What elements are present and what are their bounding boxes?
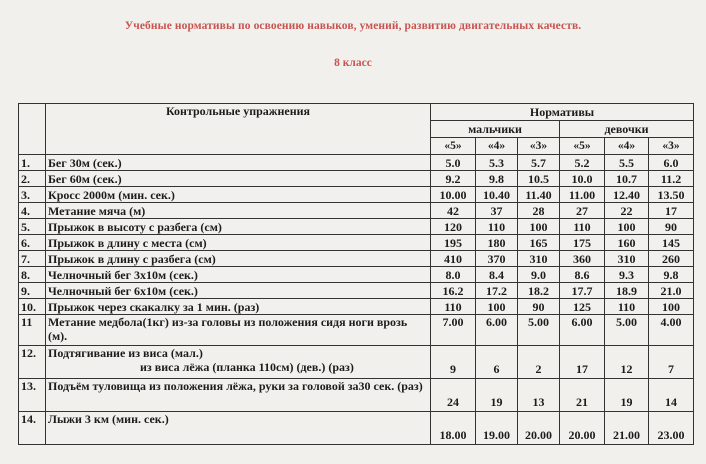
norm-value: 12 bbox=[605, 346, 649, 379]
table-row bbox=[19, 267, 694, 283]
header-exercises: Контрольные упражнения bbox=[46, 104, 431, 155]
header-grade: «3» bbox=[649, 138, 694, 155]
norm-value: 260 bbox=[649, 251, 694, 267]
norm-value: 21.00 bbox=[605, 412, 649, 445]
norm-value: 12.40 bbox=[605, 187, 649, 203]
norm-value: 19 bbox=[476, 379, 518, 412]
norm-value: 6.00 bbox=[560, 315, 605, 346]
norm-value: 19.00 bbox=[476, 412, 518, 445]
exercise-name: Лыжи 3 км (мин. сек.) bbox=[46, 412, 431, 445]
norm-value: 16.2 bbox=[431, 283, 476, 299]
norm-value: 17 bbox=[560, 346, 605, 379]
norm-value: 110 bbox=[476, 219, 518, 235]
header-grade: «4» bbox=[605, 138, 649, 155]
norm-value: 9.0 bbox=[518, 267, 560, 283]
table-row bbox=[19, 235, 694, 251]
norm-value: 90 bbox=[649, 219, 694, 235]
table-row bbox=[19, 203, 694, 219]
norm-value: 11.40 bbox=[518, 187, 560, 203]
norm-value: 2 bbox=[518, 346, 560, 379]
norm-value: 22 bbox=[605, 203, 649, 219]
norm-value: 28 bbox=[518, 203, 560, 219]
norm-value: 10.40 bbox=[476, 187, 518, 203]
norm-value: 19 bbox=[605, 379, 649, 412]
table-row bbox=[19, 283, 694, 299]
norm-value: 7 bbox=[649, 346, 694, 379]
norm-value: 5.00 bbox=[605, 315, 649, 346]
row-number: 9. bbox=[19, 283, 46, 299]
table-row bbox=[19, 219, 694, 235]
norm-value: 145 bbox=[649, 235, 694, 251]
norm-value: 100 bbox=[518, 219, 560, 235]
norm-value: 18.9 bbox=[605, 283, 649, 299]
row-number: 14. bbox=[19, 412, 46, 445]
norm-value: 360 bbox=[560, 251, 605, 267]
norm-value: 42 bbox=[431, 203, 476, 219]
norm-value: 21 bbox=[560, 379, 605, 412]
table-row bbox=[19, 187, 694, 203]
norm-value: 18.00 bbox=[431, 412, 476, 445]
table-row bbox=[19, 155, 694, 171]
norm-value: 100 bbox=[605, 219, 649, 235]
exercise-name: Прыжок в длину с разбега (см) bbox=[46, 251, 431, 267]
norm-value: 4.00 bbox=[649, 315, 694, 346]
norm-value: 13 bbox=[518, 379, 560, 412]
table-row bbox=[19, 346, 694, 379]
table-row bbox=[19, 315, 694, 346]
row-number: 13. bbox=[19, 379, 46, 412]
norm-value: 14 bbox=[649, 379, 694, 412]
table-row bbox=[19, 379, 694, 412]
norm-value: 165 bbox=[518, 235, 560, 251]
exercise-name: Челночный бег 3х10м (сек.) bbox=[46, 267, 431, 283]
exercise-name: Челночный бег 6х10м (сек.) bbox=[46, 283, 431, 299]
norm-value: 13.50 bbox=[649, 187, 694, 203]
norm-value: 110 bbox=[605, 299, 649, 315]
exercise-name: Прыжок через скакалку за 1 мин. (раз) bbox=[46, 299, 431, 315]
norm-value: 23.00 bbox=[649, 412, 694, 445]
norm-value: 5.5 bbox=[605, 155, 649, 171]
row-number: 6. bbox=[19, 235, 46, 251]
norm-value: 8.6 bbox=[560, 267, 605, 283]
norm-value: 195 bbox=[431, 235, 476, 251]
exercise-name bbox=[46, 346, 431, 379]
row-number: 8. bbox=[19, 267, 46, 283]
norm-value: 5.00 bbox=[518, 315, 560, 346]
norm-value: 11.00 bbox=[560, 187, 605, 203]
norm-value: 17 bbox=[649, 203, 694, 219]
norm-value: 410 bbox=[431, 251, 476, 267]
header-number-cell bbox=[19, 104, 46, 155]
norm-value: 37 bbox=[476, 203, 518, 219]
exercise-name: Прыжок в высоту с разбега (см) bbox=[46, 219, 431, 235]
row-number: 4. bbox=[19, 203, 46, 219]
norm-value: 10.5 bbox=[518, 171, 560, 187]
grade-subtitle: 8 класс bbox=[334, 57, 372, 69]
header-grade: «5» bbox=[560, 138, 605, 155]
document-title: Учебные нормативы по освоению навыков, умений, развитию двигательных качеств. bbox=[124, 20, 582, 32]
norm-value: 9.8 bbox=[649, 267, 694, 283]
norm-value: 27 bbox=[560, 203, 605, 219]
exercise-name-line: Подтягивание из виса (мал.) bbox=[48, 346, 203, 360]
norm-value: 180 bbox=[476, 235, 518, 251]
norm-value: 160 bbox=[605, 235, 649, 251]
norm-value: 5.3 bbox=[476, 155, 518, 171]
table-row bbox=[19, 299, 694, 315]
norm-value: 10.00 bbox=[431, 187, 476, 203]
row-number: 11 bbox=[19, 315, 46, 346]
row-number: 3. bbox=[19, 187, 46, 203]
norm-value: 18.2 bbox=[518, 283, 560, 299]
row-number: 7. bbox=[19, 251, 46, 267]
norm-value: 310 bbox=[518, 251, 560, 267]
header-grade: «3» bbox=[518, 138, 560, 155]
exercise-name: Метание медбола(1кг) из-за головы из положения сидя ноги врозь (м). bbox=[46, 315, 431, 346]
norm-value: 20.00 bbox=[560, 412, 605, 445]
norm-value: 120 bbox=[431, 219, 476, 235]
norm-value: 6 bbox=[476, 346, 518, 379]
norm-value: 10.7 bbox=[605, 171, 649, 187]
norm-value: 370 bbox=[476, 251, 518, 267]
norm-value: 7.00 bbox=[431, 315, 476, 346]
norm-value: 24 bbox=[431, 379, 476, 412]
norm-value: 175 bbox=[560, 235, 605, 251]
norm-value: 17.2 bbox=[476, 283, 518, 299]
norm-value: 100 bbox=[649, 299, 694, 315]
norm-value: 110 bbox=[560, 219, 605, 235]
exercise-name: Бег 30м (сек.) bbox=[46, 155, 431, 171]
norm-value: 110 bbox=[431, 299, 476, 315]
table-row bbox=[19, 412, 694, 445]
norm-value: 21.0 bbox=[649, 283, 694, 299]
header-grade: «5» bbox=[431, 138, 476, 155]
norm-value: 8.4 bbox=[476, 267, 518, 283]
norm-value: 9.8 bbox=[476, 171, 518, 187]
norm-value: 100 bbox=[476, 299, 518, 315]
norm-value: 9.3 bbox=[605, 267, 649, 283]
row-number: 2. bbox=[19, 171, 46, 187]
norm-value: 9.2 bbox=[431, 171, 476, 187]
table-row bbox=[19, 171, 694, 187]
row-number: 12. bbox=[19, 346, 46, 379]
header-girls: девочки bbox=[560, 121, 694, 138]
row-number: 10. bbox=[19, 299, 46, 315]
norms-table bbox=[18, 103, 694, 445]
norm-value: 125 bbox=[560, 299, 605, 315]
norm-value: 5.7 bbox=[518, 155, 560, 171]
exercise-name: Кросс 2000м (мин. сек.) bbox=[46, 187, 431, 203]
norm-value: 8.0 bbox=[431, 267, 476, 283]
norm-value: 6.00 bbox=[476, 315, 518, 346]
exercise-name: Метание мяча (м) bbox=[46, 203, 431, 219]
header-norms: Нормативы bbox=[431, 104, 694, 121]
norm-value: 5.2 bbox=[560, 155, 605, 171]
row-number: 5. bbox=[19, 219, 46, 235]
norm-value: 9 bbox=[431, 346, 476, 379]
norm-value: 90 bbox=[518, 299, 560, 315]
norm-value: 5.0 bbox=[431, 155, 476, 171]
norm-value: 20.00 bbox=[518, 412, 560, 445]
norm-value: 6.0 bbox=[649, 155, 694, 171]
norm-value: 11.2 bbox=[649, 171, 694, 187]
header-grade: «4» bbox=[476, 138, 518, 155]
norm-value: 10.0 bbox=[560, 171, 605, 187]
norm-value: 17.7 bbox=[560, 283, 605, 299]
exercise-name: Прыжок в длину с места (см) bbox=[46, 235, 431, 251]
header-boys: мальчики bbox=[431, 121, 560, 138]
norm-value: 310 bbox=[605, 251, 649, 267]
row-number: 1. bbox=[19, 155, 46, 171]
exercise-name-line: из виса лёжа (планка 110см) (дев.) (раз) bbox=[140, 360, 354, 374]
exercise-name: Подъём туловища из положения лёжа, руки за головой за30 сек. (раз) bbox=[46, 379, 431, 412]
exercise-name: Бег 60м (сек.) bbox=[46, 171, 431, 187]
table-row bbox=[19, 251, 694, 267]
